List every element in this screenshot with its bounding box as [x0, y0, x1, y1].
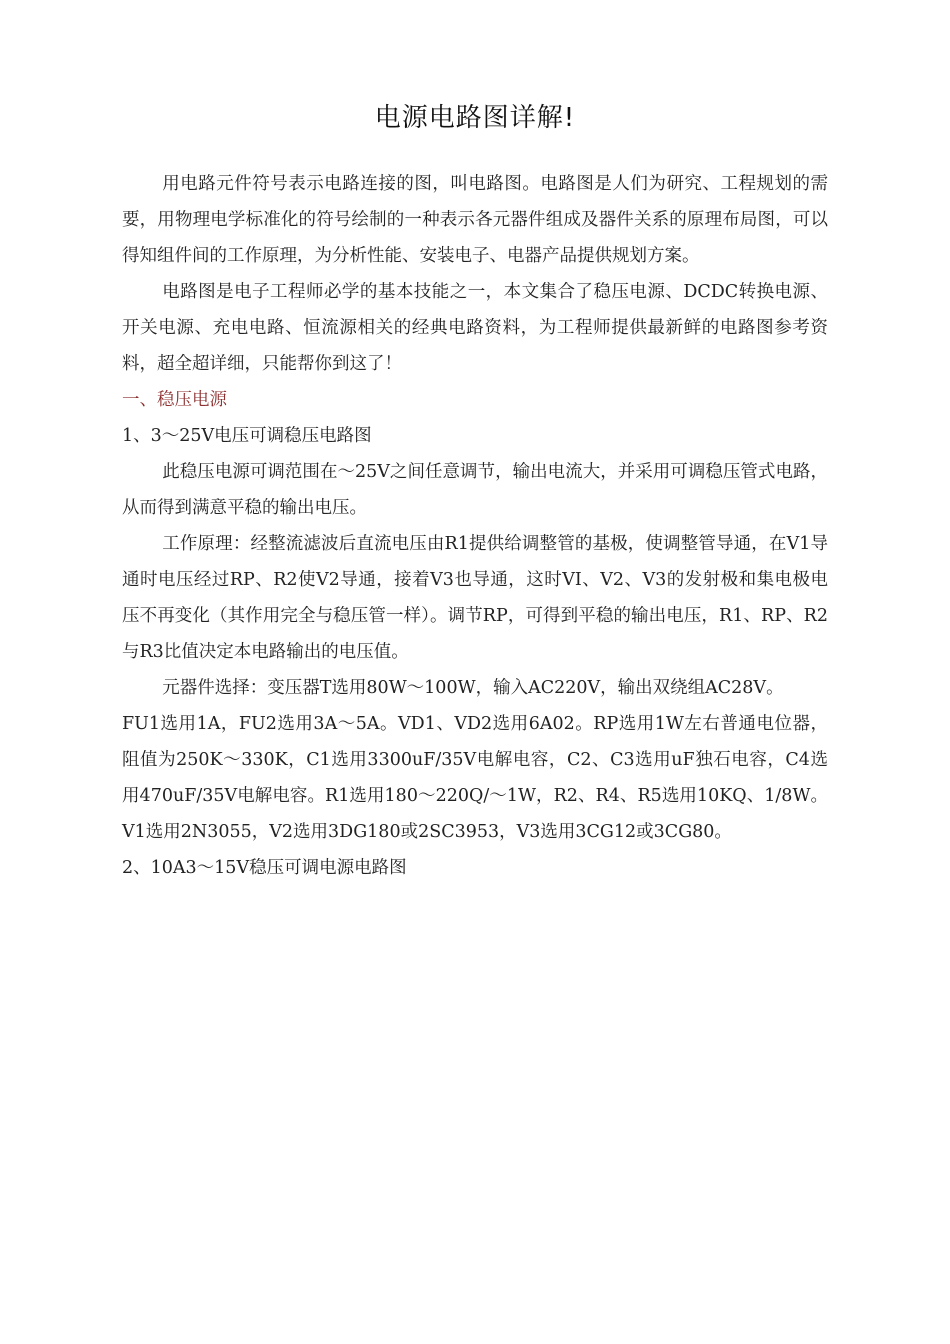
subsection-heading-1: 1、3〜25V电压可调稳压电路图	[122, 426, 372, 446]
page-title: 电源电路图详解!	[374, 103, 576, 133]
working-principle-paragraph: 工作原理：经整流滤波后直流电压由R1提供给调整管的基极，使调整管导通，在V1导通时电压经过RP、R2使V2导通，接着V3也导通，这时VI、V2、V3的发射极和集电极电压不再变化（其作用完全与稳压管一样）。调节RP，可得到平稳的输出电压，R1、RP、R2与R3比值决定本电路输出的电压值。	[122, 534, 828, 662]
section-heading-regulated-power: 一、稳压电源	[122, 390, 227, 410]
subsection-heading-2: 2、10A3〜15V稳压可调电源电路图	[122, 858, 407, 878]
intro-paragraph-1: 用电路元件符号表示电路连接的图，叫电路图。电路图是人们为研究、工程规划的需要，用物理电学标准化的符号绘制的一种表示各元器件组成及器件关系的原理布局图，可以得知组件间的工作原理，为分析性能、安装电子、电器产品提供规划方案。	[122, 174, 828, 266]
description-paragraph: 此稳压电源可调范围在〜25V之间任意调节，输出电流大，并采用可调稳压管式电路，从而得到满意平稳的输出电压。	[122, 462, 828, 518]
components-line: 元器件选择：变压器T选用80W〜100W，输入AC220V，输出双绕组AC28V。	[162, 678, 784, 698]
intro-paragraph-2: 电路图是电子工程师必学的基本技能之一，本文集合了稳压电源、DCDC转换电源、开关电源、充电电路、恒流源相关的经典电路资料，为工程师提供最新鲜的电路图参考资料，超全超详细，只能帮你到这了！	[122, 282, 828, 374]
document-body	[122, 166, 828, 886]
components-paragraph: FU1选用1A，FU2选用3A〜5A。VD1、VD2选用6A02。RP选用1W左右普通电位器，阻值为250K〜330K，C1选用3300uF/35V电解电容，C2、C3选用uF独石电容，C4选用470uF/35V电解电容。R1选用180〜220Q/〜1W，R2、R4、R5选用10KQ、1/8W。V1选用2N3055，V2选用3DG180或2SC3953，V3选用3CG12或3CG80。	[122, 714, 828, 842]
